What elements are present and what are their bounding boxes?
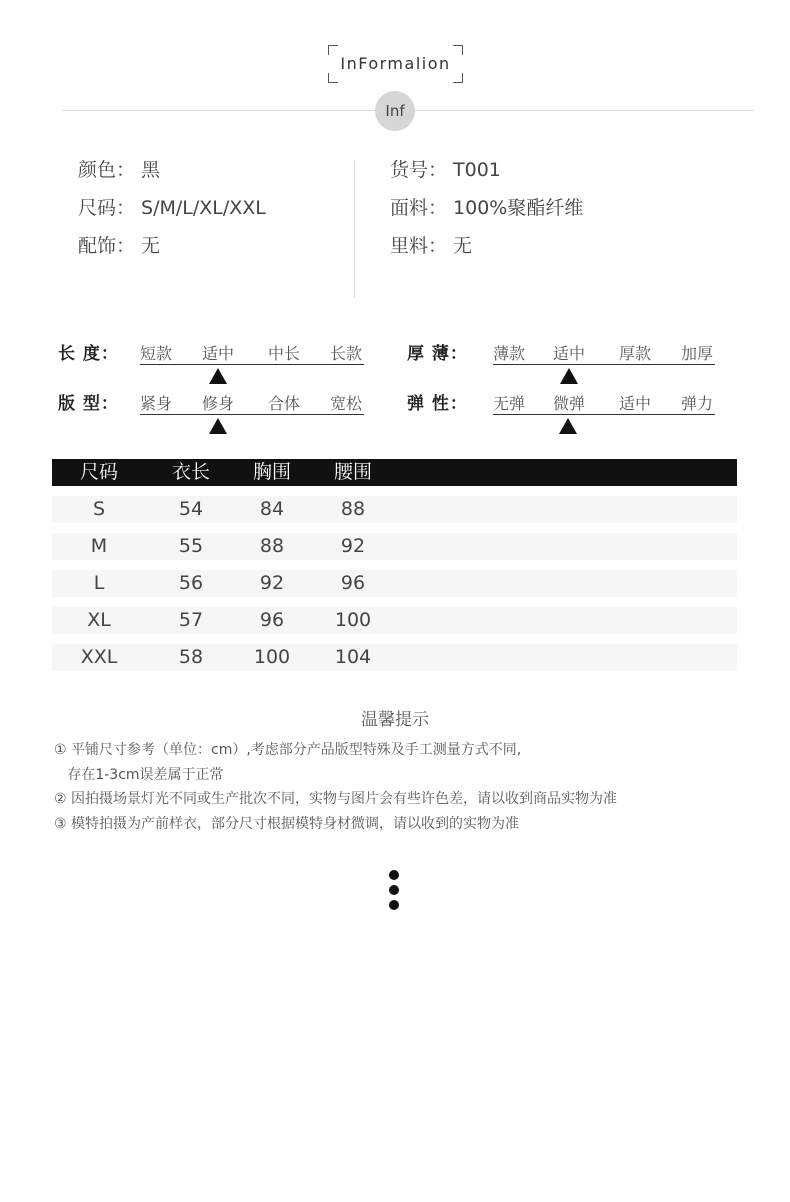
- table-row: [52, 496, 737, 523]
- scale-option: 适中: [619, 394, 652, 413]
- info-label: 里料：: [390, 235, 448, 257]
- info-label: 货号：: [390, 159, 448, 181]
- brand-title: InFormalion: [340, 54, 451, 73]
- table-row: [52, 607, 737, 634]
- table-cell: 57: [178, 609, 204, 631]
- table-row: [52, 570, 737, 597]
- tip-line: 存在1-3cm误差属于正常: [54, 767, 224, 783]
- info-label: 尺码：: [78, 197, 136, 219]
- table-cell: 100: [253, 646, 291, 668]
- scale-option: 修身: [202, 394, 235, 413]
- dot-icon: [389, 870, 399, 880]
- scale-track: [493, 339, 715, 365]
- info-color: [78, 156, 266, 194]
- info-column-left: [78, 156, 266, 270]
- info-value: S/M/L/XL/XXL: [141, 197, 266, 219]
- column-header: 尺码: [79, 461, 118, 483]
- table-cell: 100: [334, 609, 372, 631]
- tips-title: 温馨提示: [361, 710, 429, 730]
- tip-line: ② 因拍摄场景灯光不同或生产批次不同，实物与图片会有些许色差，请以收到商品实物为准: [54, 791, 617, 807]
- scale-label: 长 度：: [58, 344, 119, 364]
- table-cell: S: [92, 498, 106, 520]
- scale-option: 长款: [330, 344, 363, 363]
- info-value: 无: [453, 235, 473, 257]
- info-fabric: [390, 194, 583, 232]
- info-value: T001: [453, 159, 501, 181]
- table-cell: 96: [340, 572, 366, 594]
- info-lining: [390, 232, 583, 270]
- scale-label: 版 型：: [58, 394, 119, 414]
- scale-option: 中长: [268, 344, 301, 363]
- table-cell: 104: [334, 646, 372, 668]
- info-label: 颜色：: [78, 159, 136, 181]
- info-item-number: [390, 156, 583, 194]
- table-cell: 56: [178, 572, 204, 594]
- column-header: 胸围: [252, 461, 291, 483]
- scale-label: 弹 性：: [407, 394, 468, 414]
- table-row: [52, 644, 737, 671]
- scale-option: 紧身: [140, 394, 173, 413]
- selected-marker-icon: [209, 368, 227, 384]
- table-cell: XXL: [80, 646, 118, 668]
- scale-fit: [58, 389, 368, 439]
- scale-option: 短款: [140, 344, 173, 363]
- table-cell: 88: [259, 535, 285, 557]
- attribute-scales: [0, 335, 790, 445]
- header: [0, 0, 790, 140]
- info-accessory: [78, 232, 266, 270]
- table-row: [52, 533, 737, 560]
- info-value: 100%聚酯纤维: [453, 197, 584, 219]
- selected-marker-icon: [209, 418, 227, 434]
- scale-option: 厚款: [619, 344, 652, 363]
- tip-line: ③ 模特拍摄为产前样衣，部分尺寸根据模特身材微调，请以收到的实物为准: [54, 816, 519, 832]
- info-label: 面料：: [390, 197, 448, 219]
- scale-option: 加厚: [681, 344, 714, 363]
- size-table: [52, 459, 737, 671]
- table-header: [52, 459, 737, 486]
- scale-option: 适中: [553, 344, 586, 363]
- inf-badge: Inf: [375, 91, 415, 131]
- table-cell: 54: [178, 498, 204, 520]
- table-cell: L: [93, 572, 105, 594]
- scale-option: 适中: [202, 344, 235, 363]
- table-cell: 84: [259, 498, 285, 520]
- scale-option: 微弹: [553, 394, 586, 413]
- scale-option: 合体: [268, 394, 301, 413]
- scale-option: 弹力: [681, 394, 714, 413]
- info-column-right: [390, 156, 583, 270]
- table-cell: 92: [259, 572, 285, 594]
- table-cell: 88: [340, 498, 366, 520]
- scale-option: 无弹: [493, 394, 526, 413]
- info-value: 黑: [141, 159, 161, 181]
- brand-frame: [328, 45, 463, 83]
- scale-thickness: [407, 339, 722, 389]
- scale-length: [58, 339, 368, 389]
- scale-elasticity: [407, 389, 722, 439]
- scale-option: 宽松: [330, 394, 363, 413]
- table-cell: 55: [178, 535, 204, 557]
- table-cell: 58: [178, 646, 204, 668]
- scale-track: [140, 389, 364, 415]
- table-cell: 96: [259, 609, 285, 631]
- info-size: [78, 194, 266, 232]
- dot-icon: [389, 900, 399, 910]
- column-header: 腰围: [333, 461, 372, 483]
- table-cell: M: [90, 535, 108, 557]
- tip-line: ① 平铺尺寸参考（单位：cm）,考虑部分产品版型特殊及手工测量方式不同,: [54, 742, 522, 758]
- scale-option: 薄款: [493, 344, 526, 363]
- selected-marker-icon: [559, 418, 577, 434]
- info-value: 无: [141, 235, 161, 257]
- vertical-divider: [354, 160, 355, 298]
- column-header: 衣长: [171, 461, 210, 483]
- table-cell: 92: [340, 535, 366, 557]
- scale-track: [140, 339, 364, 365]
- scale-track: [493, 389, 715, 415]
- selected-marker-icon: [560, 368, 578, 384]
- dot-icon: [389, 885, 399, 895]
- scale-label: 厚 薄：: [407, 344, 468, 364]
- product-info: [0, 150, 790, 300]
- info-label: 配饰：: [78, 235, 136, 257]
- table-cell: XL: [87, 609, 111, 631]
